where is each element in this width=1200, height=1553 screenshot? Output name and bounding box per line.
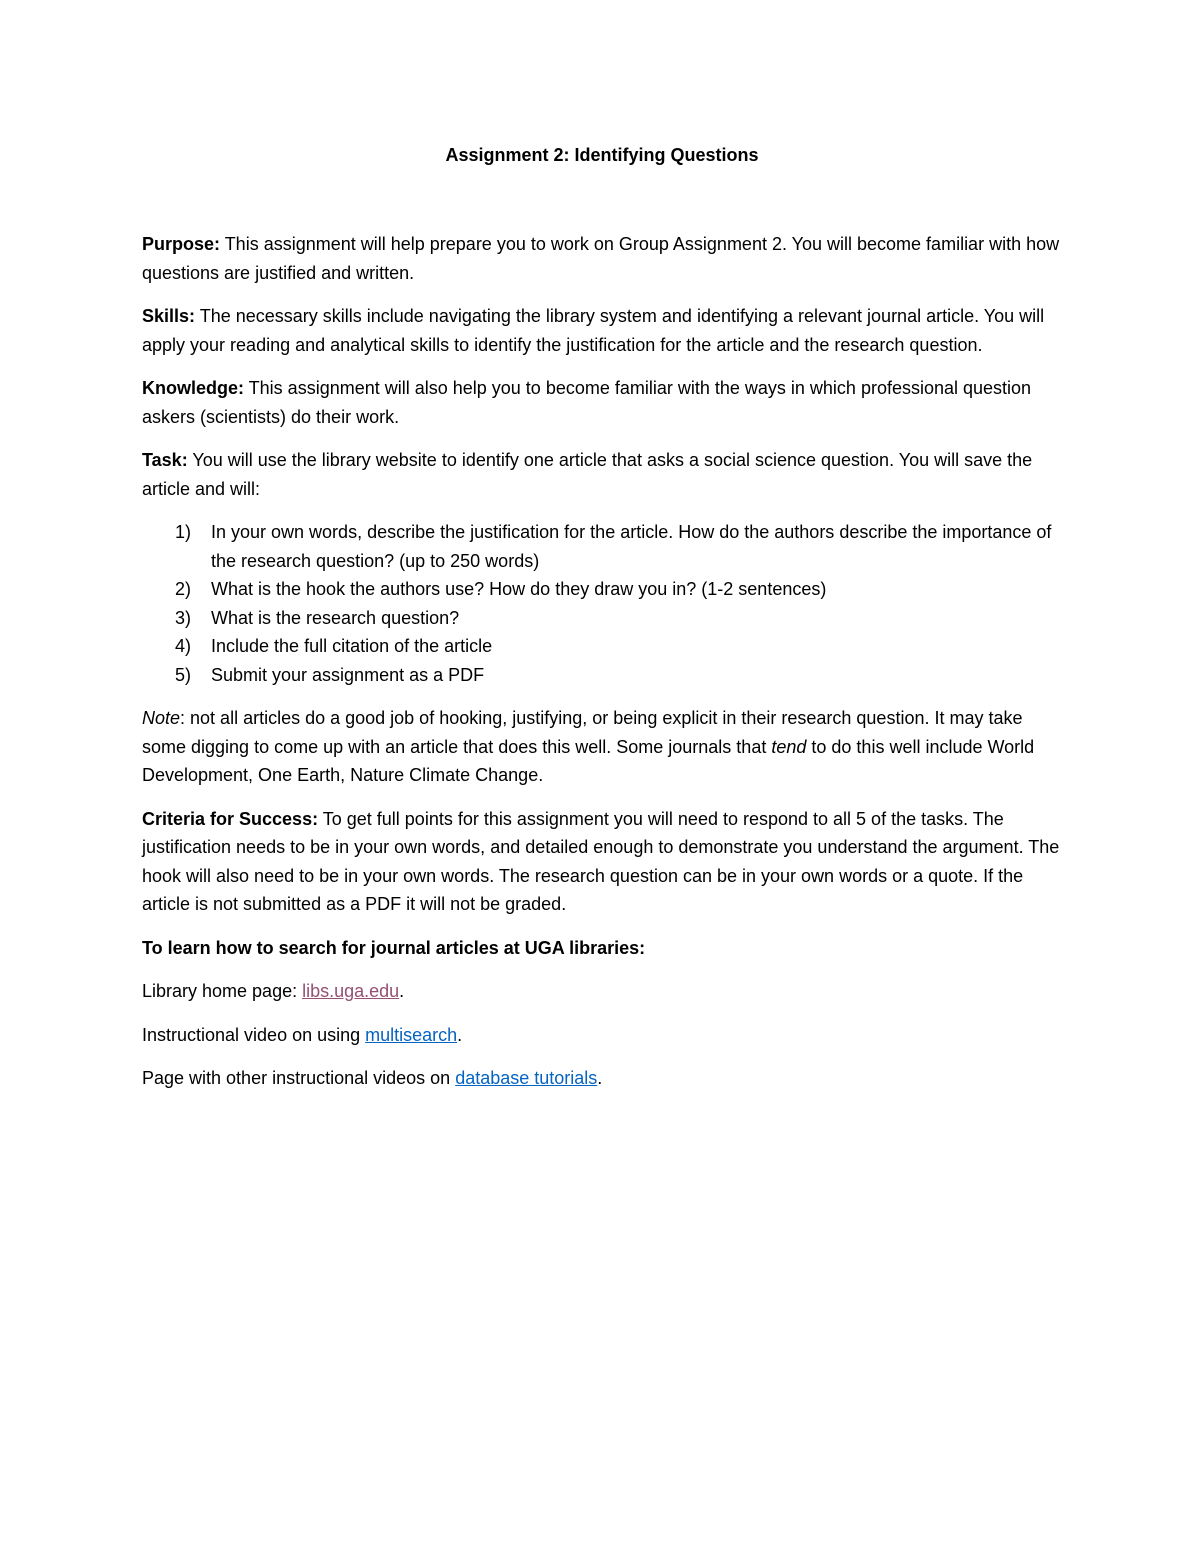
purpose-paragraph bbox=[142, 230, 1062, 287]
skills-text: The necessary skills include navigating the library system and identifying a relevant journal article. You will apply your reading and analytical skills to identify the justification for the article and the research question. bbox=[142, 306, 1045, 355]
list-item-number: 4) bbox=[175, 636, 192, 656]
knowledge-paragraph bbox=[142, 374, 1062, 431]
learn-heading: To learn how to search for journal articles at UGA libraries: bbox=[142, 937, 646, 958]
list-item-text: In your own words, describe the justification for the article. How do the authors describe the importance of the research question? (up to 250 words) bbox=[211, 522, 1052, 571]
note-emphasis: tend bbox=[771, 736, 807, 757]
other-videos-line bbox=[142, 1064, 1062, 1093]
list-item bbox=[142, 518, 1062, 575]
document-title: Assignment 2: Identifying Questions bbox=[445, 145, 759, 165]
instructional-video-prefix: Instructional video on using bbox=[142, 1024, 366, 1045]
note-text-after: to do this well include World Development, One Earth, Nature Climate Change. bbox=[142, 736, 1035, 785]
library-home-suffix: . bbox=[399, 981, 405, 1001]
skills-paragraph bbox=[142, 302, 1062, 359]
list-item-number: 3) bbox=[175, 607, 192, 628]
skills-label: Skills: bbox=[142, 306, 196, 326]
knowledge-text: This assignment will also help you to become familiar with the ways in which professional question askers (scientists) do their work. bbox=[142, 378, 1032, 427]
library-home-link[interactable]: libs.uga.edu bbox=[302, 981, 400, 1001]
purpose-text: This assignment will help prepare you to work on Group Assignment 2. You will become familiar with how questions are justified and written. bbox=[142, 234, 1060, 283]
list-item bbox=[142, 632, 1062, 661]
knowledge-label: Knowledge: bbox=[142, 378, 244, 398]
list-item-text: What is the research question? bbox=[211, 607, 460, 628]
list-item bbox=[142, 604, 1062, 633]
criteria-label: Criteria for Success: bbox=[142, 808, 319, 829]
task-label: Task: bbox=[142, 450, 188, 470]
other-videos-suffix: . bbox=[597, 1068, 603, 1088]
note-label: Note bbox=[142, 708, 181, 728]
list-item-number: 5) bbox=[175, 664, 192, 685]
library-home-prefix: Library home page: bbox=[142, 981, 303, 1001]
list-item bbox=[142, 661, 1062, 690]
task-paragraph bbox=[142, 446, 1062, 503]
list-item-text: Include the full citation of the article bbox=[211, 636, 493, 656]
list-item-number: 2) bbox=[175, 579, 192, 599]
library-home-line bbox=[142, 977, 1062, 1006]
list-item-number: 1) bbox=[175, 522, 192, 542]
other-videos-prefix: Page with other instructional videos on bbox=[142, 1068, 456, 1088]
instructional-video-line bbox=[142, 1021, 1062, 1050]
instructional-video-suffix: . bbox=[457, 1024, 463, 1045]
purpose-label: Purpose: bbox=[142, 234, 221, 254]
multisearch-link[interactable]: multisearch bbox=[365, 1024, 458, 1045]
note-paragraph bbox=[142, 704, 1062, 790]
note-text-before: : not all articles do a good job of hooking, justifying, or being explicit in their research question. It may take some digging to come up with an article that does this well. Some journals that bbox=[142, 708, 1023, 757]
list-item bbox=[142, 575, 1062, 604]
list-item-text: What is the hook the authors use? How do they draw you in? (1-2 sentences) bbox=[211, 579, 827, 599]
criteria-paragraph bbox=[142, 805, 1062, 919]
document-page bbox=[142, 140, 1062, 1108]
task-list bbox=[142, 518, 1062, 689]
database-tutorials-link[interactable]: database tutorials bbox=[455, 1068, 598, 1088]
task-text: You will use the library website to identify one article that asks a social science question. You will save the article and will: bbox=[142, 450, 1033, 499]
criteria-text: To get full points for this assignment you will need to respond to all 5 of the tasks. The justification needs to be in your own words, and detailed enough to demonstrate you understand the argument. The hook will also need to be in your own words. The research question can be in your own words or a quote. If the article is not submitted as a PDF it will not be graded. bbox=[142, 808, 1060, 914]
list-item-text: Submit your assignment as a PDF bbox=[211, 664, 485, 685]
